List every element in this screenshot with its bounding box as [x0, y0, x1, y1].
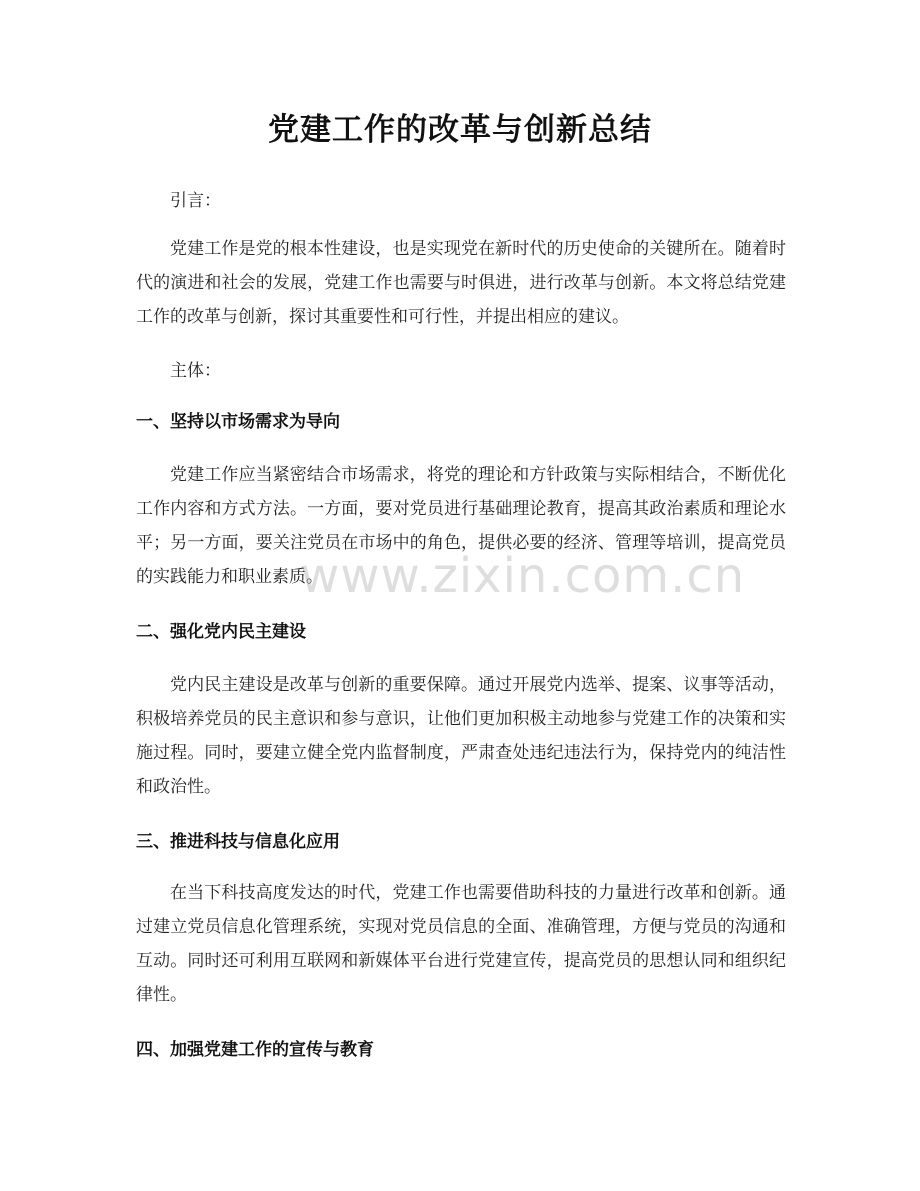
section-heading-4: 四、加强党建工作的宣传与教育 — [136, 1040, 374, 1060]
intro-paragraph: 党建工作是党的根本性建设，也是实现党在新时代的历史使命的关键所在。随着时代的演进和社会的发展，党建工作也需要与时俱进，进行改革与创新。本文将总结党建工作的改革与创新，探讨其重要性和可行性，并提出相应的建议。 — [136, 239, 786, 327]
body-label: 主体： — [170, 361, 221, 381]
section-heading-3: 三、推进科技与信息化应用 — [136, 832, 340, 852]
page-title: 党建工作的改革与创新总结 — [268, 112, 652, 148]
section-paragraph-2: 党内民主建设是改革与创新的重要保障。通过开展党内选举、提案、议事等活动，积极培养党员的民主意识和参与意识，让他们更加积极主动地参与党建工作的决策和实施过程。同时，要建立健全党内监督制度，严肃查处违纪违法行为，保持党内的纯洁性和政治性。 — [136, 675, 786, 797]
section-heading-2: 二、强化党内民主建设 — [136, 622, 306, 642]
section-heading-1: 一、坚持以市场需求为导向 — [136, 412, 340, 432]
intro-label: 引言： — [170, 191, 221, 211]
section-paragraph-3: 在当下科技高度发达的时代，党建工作也需要借助科技的力量进行改革和创新。通过建立党员信息化管理系统，实现对党员信息的全面、准确管理，方便与党员的沟通和互动。同时还可利用互联网和新媒体平台进行党建宣传，提高党员的思想认同和组织纪律性。 — [136, 883, 786, 1005]
section-paragraph-1: 党建工作应当紧密结合市场需求，将党的理论和方针政策与实际相结合，不断优化工作内容和方式方法。一方面，要对党员进行基础理论教育，提高其政治素质和理论水平；另一方面，要关注党员在市场中的角色，提供必要的经济、管理等培训，提高党员的实践能力和职业素质。 — [136, 465, 786, 587]
watermark: www.zixin.com.cn — [300, 548, 746, 604]
